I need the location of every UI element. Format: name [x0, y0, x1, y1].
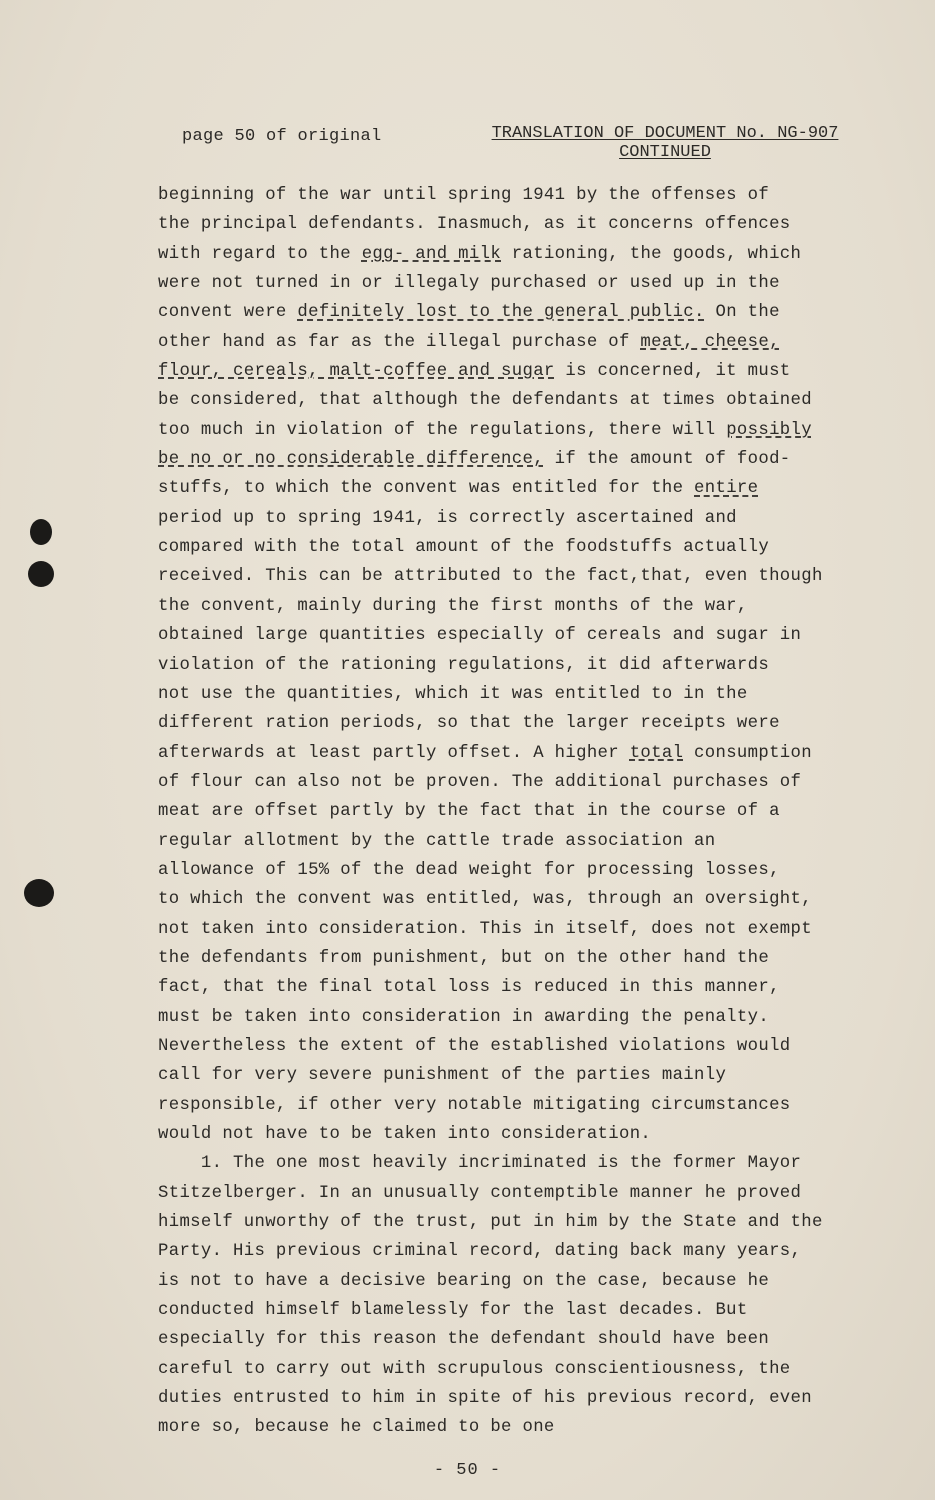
text-segment: the principal defendants. Inasmuch, as it concerns offences: [158, 215, 791, 235]
underlined-text: flour, cereals, malt-coffee and sugar: [158, 362, 555, 382]
text-segment: the defendants from punishment, but on the other hand the: [158, 948, 770, 968]
page-number: - 50 -: [433, 1461, 502, 1480]
text-segment: not use the quantities, which it was entitled to in the: [158, 684, 748, 704]
text-line: [158, 1120, 888, 1149]
text-line: [158, 1032, 888, 1061]
text-line: [158, 416, 888, 445]
punch-hole-middle: [28, 561, 54, 587]
text-segment: especially for this reason the defendant should have been: [158, 1330, 770, 1350]
text-segment: consumption: [683, 743, 812, 763]
text-segment: On the: [704, 303, 780, 323]
text-line: [158, 709, 888, 738]
text-segment: period up to spring 1941, is correctly ascertained and: [158, 508, 737, 528]
text-line: [158, 1325, 888, 1354]
text-line: [158, 504, 888, 533]
text-line: [158, 357, 888, 386]
text-segment: is not to have a decisive bearing on the case, because he: [158, 1271, 770, 1291]
text-segment: different ration periods, so that the larger receipts were: [158, 714, 780, 734]
text-line: [158, 1413, 888, 1442]
text-line: [158, 856, 888, 885]
text-line: [158, 328, 888, 357]
text-segment: careful to carry out with scrupulous conscientiousness, the: [158, 1359, 791, 1379]
text-line: [158, 181, 888, 210]
underlined-text: possibly: [726, 420, 812, 440]
text-segment: more so, because he claimed to be one: [158, 1418, 555, 1438]
text-segment: other hand as far as the illegal purchase of: [158, 332, 641, 352]
text-line: [158, 210, 888, 239]
text-segment: responsible, if other very notable mitigating circumstances: [158, 1095, 791, 1115]
underlined-text: meat, cheese,: [640, 332, 780, 352]
text-segment: violation of the rationing regulations, it did afterwards: [158, 655, 770, 675]
punch-hole-bottom: [24, 879, 54, 907]
text-line: [158, 1179, 888, 1208]
text-segment: must be taken into consideration in awarding the penalty.: [158, 1007, 770, 1027]
text-line: [158, 1208, 888, 1237]
text-segment: call for very severe punishment of the parties mainly: [158, 1066, 727, 1086]
text-segment: of flour can also not be proven. The additional purchases of: [158, 772, 802, 792]
text-line: [158, 1267, 888, 1296]
text-line: [158, 1061, 888, 1090]
text-line: [158, 1003, 888, 1032]
text-segment: if the amount of food-: [543, 450, 791, 470]
text-line: [158, 797, 888, 826]
text-line: [158, 240, 888, 269]
text-segment: to which the convent was entitled, was, through an oversight,: [158, 890, 812, 910]
text-line: [158, 973, 888, 1002]
text-segment: regular allotment by the cattle trade association an: [158, 831, 716, 851]
text-line: [158, 1355, 888, 1384]
text-line: [158, 386, 888, 415]
text-segment: Party. His previous criminal record, dating back many years,: [158, 1242, 802, 1262]
text-segment: beginning of the war until spring 1941 by the offenses of: [158, 186, 770, 205]
original-page-reference: page 50 of original: [182, 127, 382, 146]
text-segment: 1. The one most heavily incriminated is the former Mayor: [158, 1154, 802, 1174]
text-segment: stuffs, to which the convent was entitled for the: [158, 479, 695, 499]
text-line: [158, 298, 888, 327]
document-title-line2: CONTINUED: [619, 143, 711, 162]
text-line: [158, 680, 888, 709]
text-segment: Nevertheless the extent of the established violations would: [158, 1036, 791, 1056]
text-segment: not taken into consideration. This in itself, does not exempt: [158, 919, 812, 939]
underlined-text: be no or no considerable difference,: [158, 450, 544, 470]
text-line: [158, 445, 888, 474]
text-line: [158, 651, 888, 680]
text-segment: is concerned, it must: [554, 362, 791, 382]
text-segment: rationing, the goods, which: [501, 244, 802, 264]
document-title: [464, 124, 866, 162]
underlined-text: entire: [694, 479, 759, 499]
text-line: [158, 562, 888, 591]
text-line: [158, 915, 888, 944]
underlined-text: total: [629, 743, 684, 763]
text-line: [158, 1237, 888, 1266]
text-line: [158, 768, 888, 797]
text-line: [158, 739, 888, 768]
text-line: [158, 885, 888, 914]
text-line: [158, 1296, 888, 1325]
text-segment: duties entrusted to him in spite of his previous record, even: [158, 1389, 812, 1409]
text-line: [158, 533, 888, 562]
text-segment: would not have to be taken into consideration.: [158, 1125, 652, 1144]
text-segment: afterwards at least partly offset. A higher: [158, 743, 630, 763]
text-segment: himself unworthy of the trust, put in him by the State and the: [158, 1213, 823, 1233]
text-segment: be considered, that although the defendants at times obtained: [158, 391, 812, 411]
text-line: [158, 1384, 888, 1413]
text-line: [158, 474, 888, 503]
text-segment: the convent, mainly during the first months of the war,: [158, 596, 748, 616]
text-line: [158, 1091, 888, 1120]
underlined-text: definitely lost to the general public.: [297, 303, 705, 323]
text-segment: conducted himself blamelessly for the last decades. But: [158, 1301, 748, 1321]
punch-hole-top: [30, 519, 52, 545]
text-line: [158, 1149, 888, 1178]
text-line: [158, 944, 888, 973]
text-segment: too much in violation of the regulations, there will: [158, 420, 727, 440]
text-segment: obtained large quantities especially of cereals and sugar in: [158, 626, 802, 646]
text-line: [158, 592, 888, 621]
text-segment: compared with the total amount of the foodstuffs actually: [158, 538, 770, 558]
text-segment: received. This can be attributed to the fact,that, even though: [158, 567, 823, 587]
text-line: [158, 621, 888, 650]
text-segment: Stitzelberger. In an unusually contemptible manner he proved: [158, 1183, 802, 1203]
text-line: [158, 269, 888, 298]
body-text: [158, 181, 888, 1443]
text-segment: allowance of 15% of the dead weight for processing losses,: [158, 860, 780, 880]
text-segment: with regard to the: [158, 244, 362, 264]
text-segment: meat are offset partly by the fact that in the course of a: [158, 802, 780, 822]
text-segment: convent were: [158, 303, 298, 323]
underlined-text: egg- and milk: [361, 244, 502, 264]
text-segment: were not turned in or illegaly purchased or used up in the: [158, 274, 780, 294]
text-line: [158, 827, 888, 856]
document-title-line1: TRANSLATION OF DOCUMENT No. NG-907: [491, 124, 839, 143]
text-segment: fact, that the final total loss is reduced in this manner,: [158, 978, 780, 998]
